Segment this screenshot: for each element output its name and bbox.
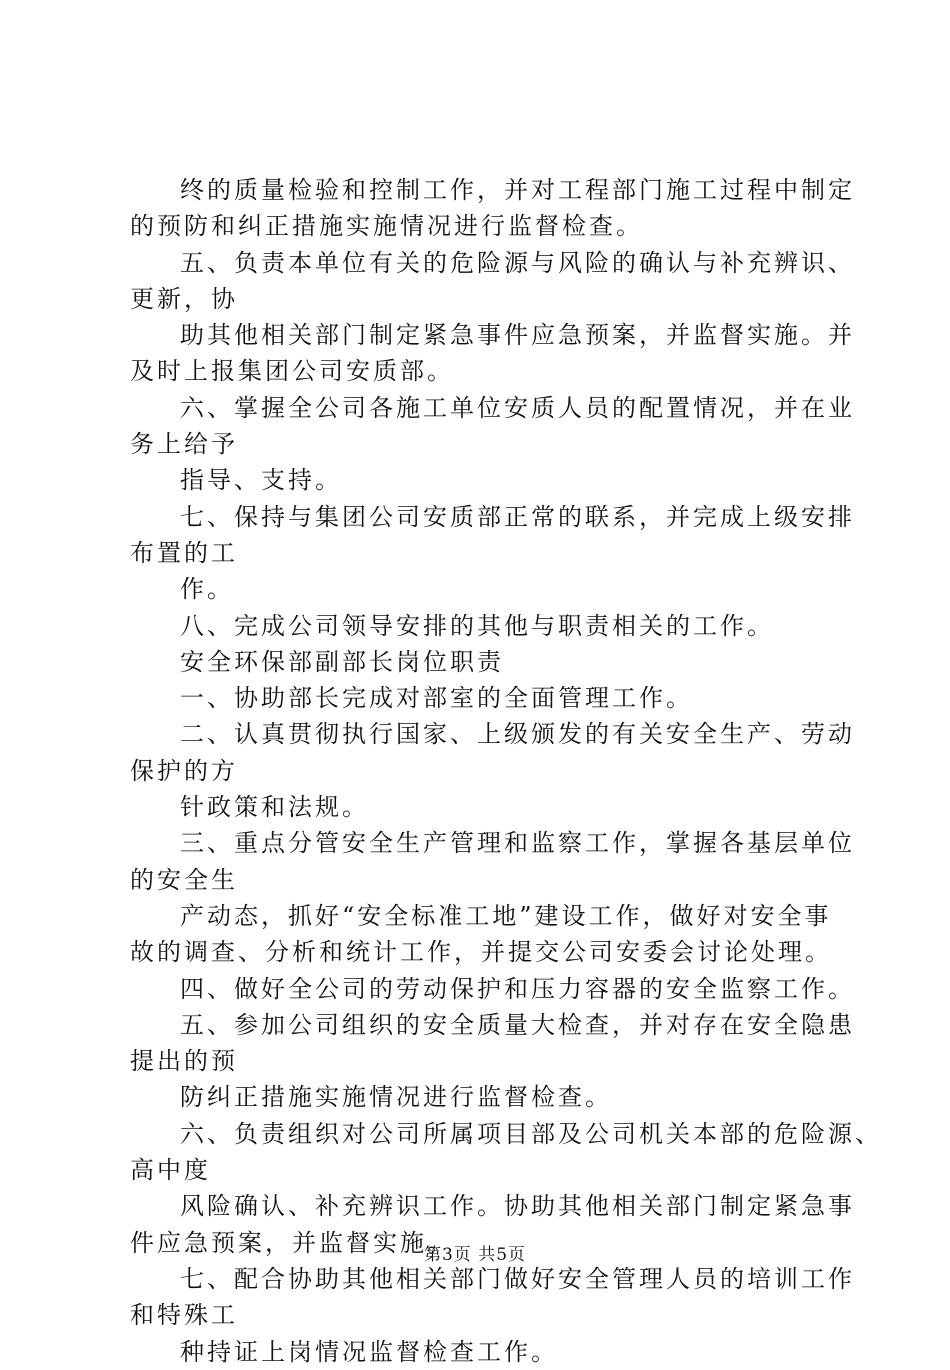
text-line: 八、完成公司领导安排的其他与职责相关的工作。 [180,611,774,640]
text-line: 风险确认、补充辨识工作。协助其他相关部门制定紧急事 [180,1192,855,1221]
text-line: 的安全生 [130,865,238,894]
text-line: 助其他相关部门制定紧急事件应急预案，并监督实施。并 [180,321,855,350]
text-line: 故的调查、分析和统计工作，并提交公司安委会讨论处理。 [130,938,832,967]
text-line: 五、参加公司组织的安全质量大检查，并对存在安全隐患 [180,1010,855,1039]
page-footer: 第3页 共5页 [423,1245,527,1265]
text-line: 防纠正措施实施情况进行监督检查。 [180,1083,612,1112]
text-line: 和特殊工 [130,1301,238,1330]
text-line: 提出的预 [130,1047,238,1076]
text-line: 指导、支持。 [180,466,342,495]
text-line: 三、重点分管安全生产管理和监察工作，掌握各基层单位 [180,829,855,858]
text-line: 的预防和纠正措施实施情况进行监督检查。 [130,212,643,241]
text-line: 终的质量检验和控制工作，并对工程部门施工过程中制定 [180,176,855,204]
text-line: 作。 [180,575,234,604]
text-line: 四、做好全公司的劳动保护和压力容器的安全监察工作。 [180,974,855,1003]
text-line: 保护的方 [130,756,238,785]
text-line: 种持证上岗情况监督检查工作。 [180,1337,558,1366]
text-line: 件应急预案，并监督实施。 [130,1228,454,1257]
text-line: 七、保持与集团公司安质部正常的联系，并完成上级安排 [180,502,855,531]
text-line: 六、掌握全公司各施工单位安质人员的配置情况，并在业 [180,393,855,422]
text-line: 五、负责本单位有关的危险源与风险的确认与补充辨识、 [180,248,855,277]
text-line: 布置的工 [130,538,238,567]
text-line: 安全环保部副部长岗位职责 [180,647,504,676]
text-line: 六、负责组织对公司所属项目部及公司机关本部的危险源、 [180,1119,882,1148]
text-line: 七、配合协助其他相关部门做好安全管理人员的培训工作 [180,1264,855,1293]
text-line: 更新，协 [130,284,238,313]
text-line: 产动态，抓好“安全标准工地”建设工作，做好对安全事 [180,901,832,930]
text-line: 针政策和法规。 [180,793,369,822]
text-line: 务上给予 [130,430,238,459]
text-line: 一、协助部长完成对部室的全面管理工作。 [180,684,693,713]
text-line: 二、认真贯彻执行国家、上级颁发的有关安全生产、劳动 [180,720,855,749]
text-line: 高中度 [130,1156,211,1185]
document-body [130,172,882,1370]
text-line: 及时上报集团公司安质部。 [130,357,454,386]
